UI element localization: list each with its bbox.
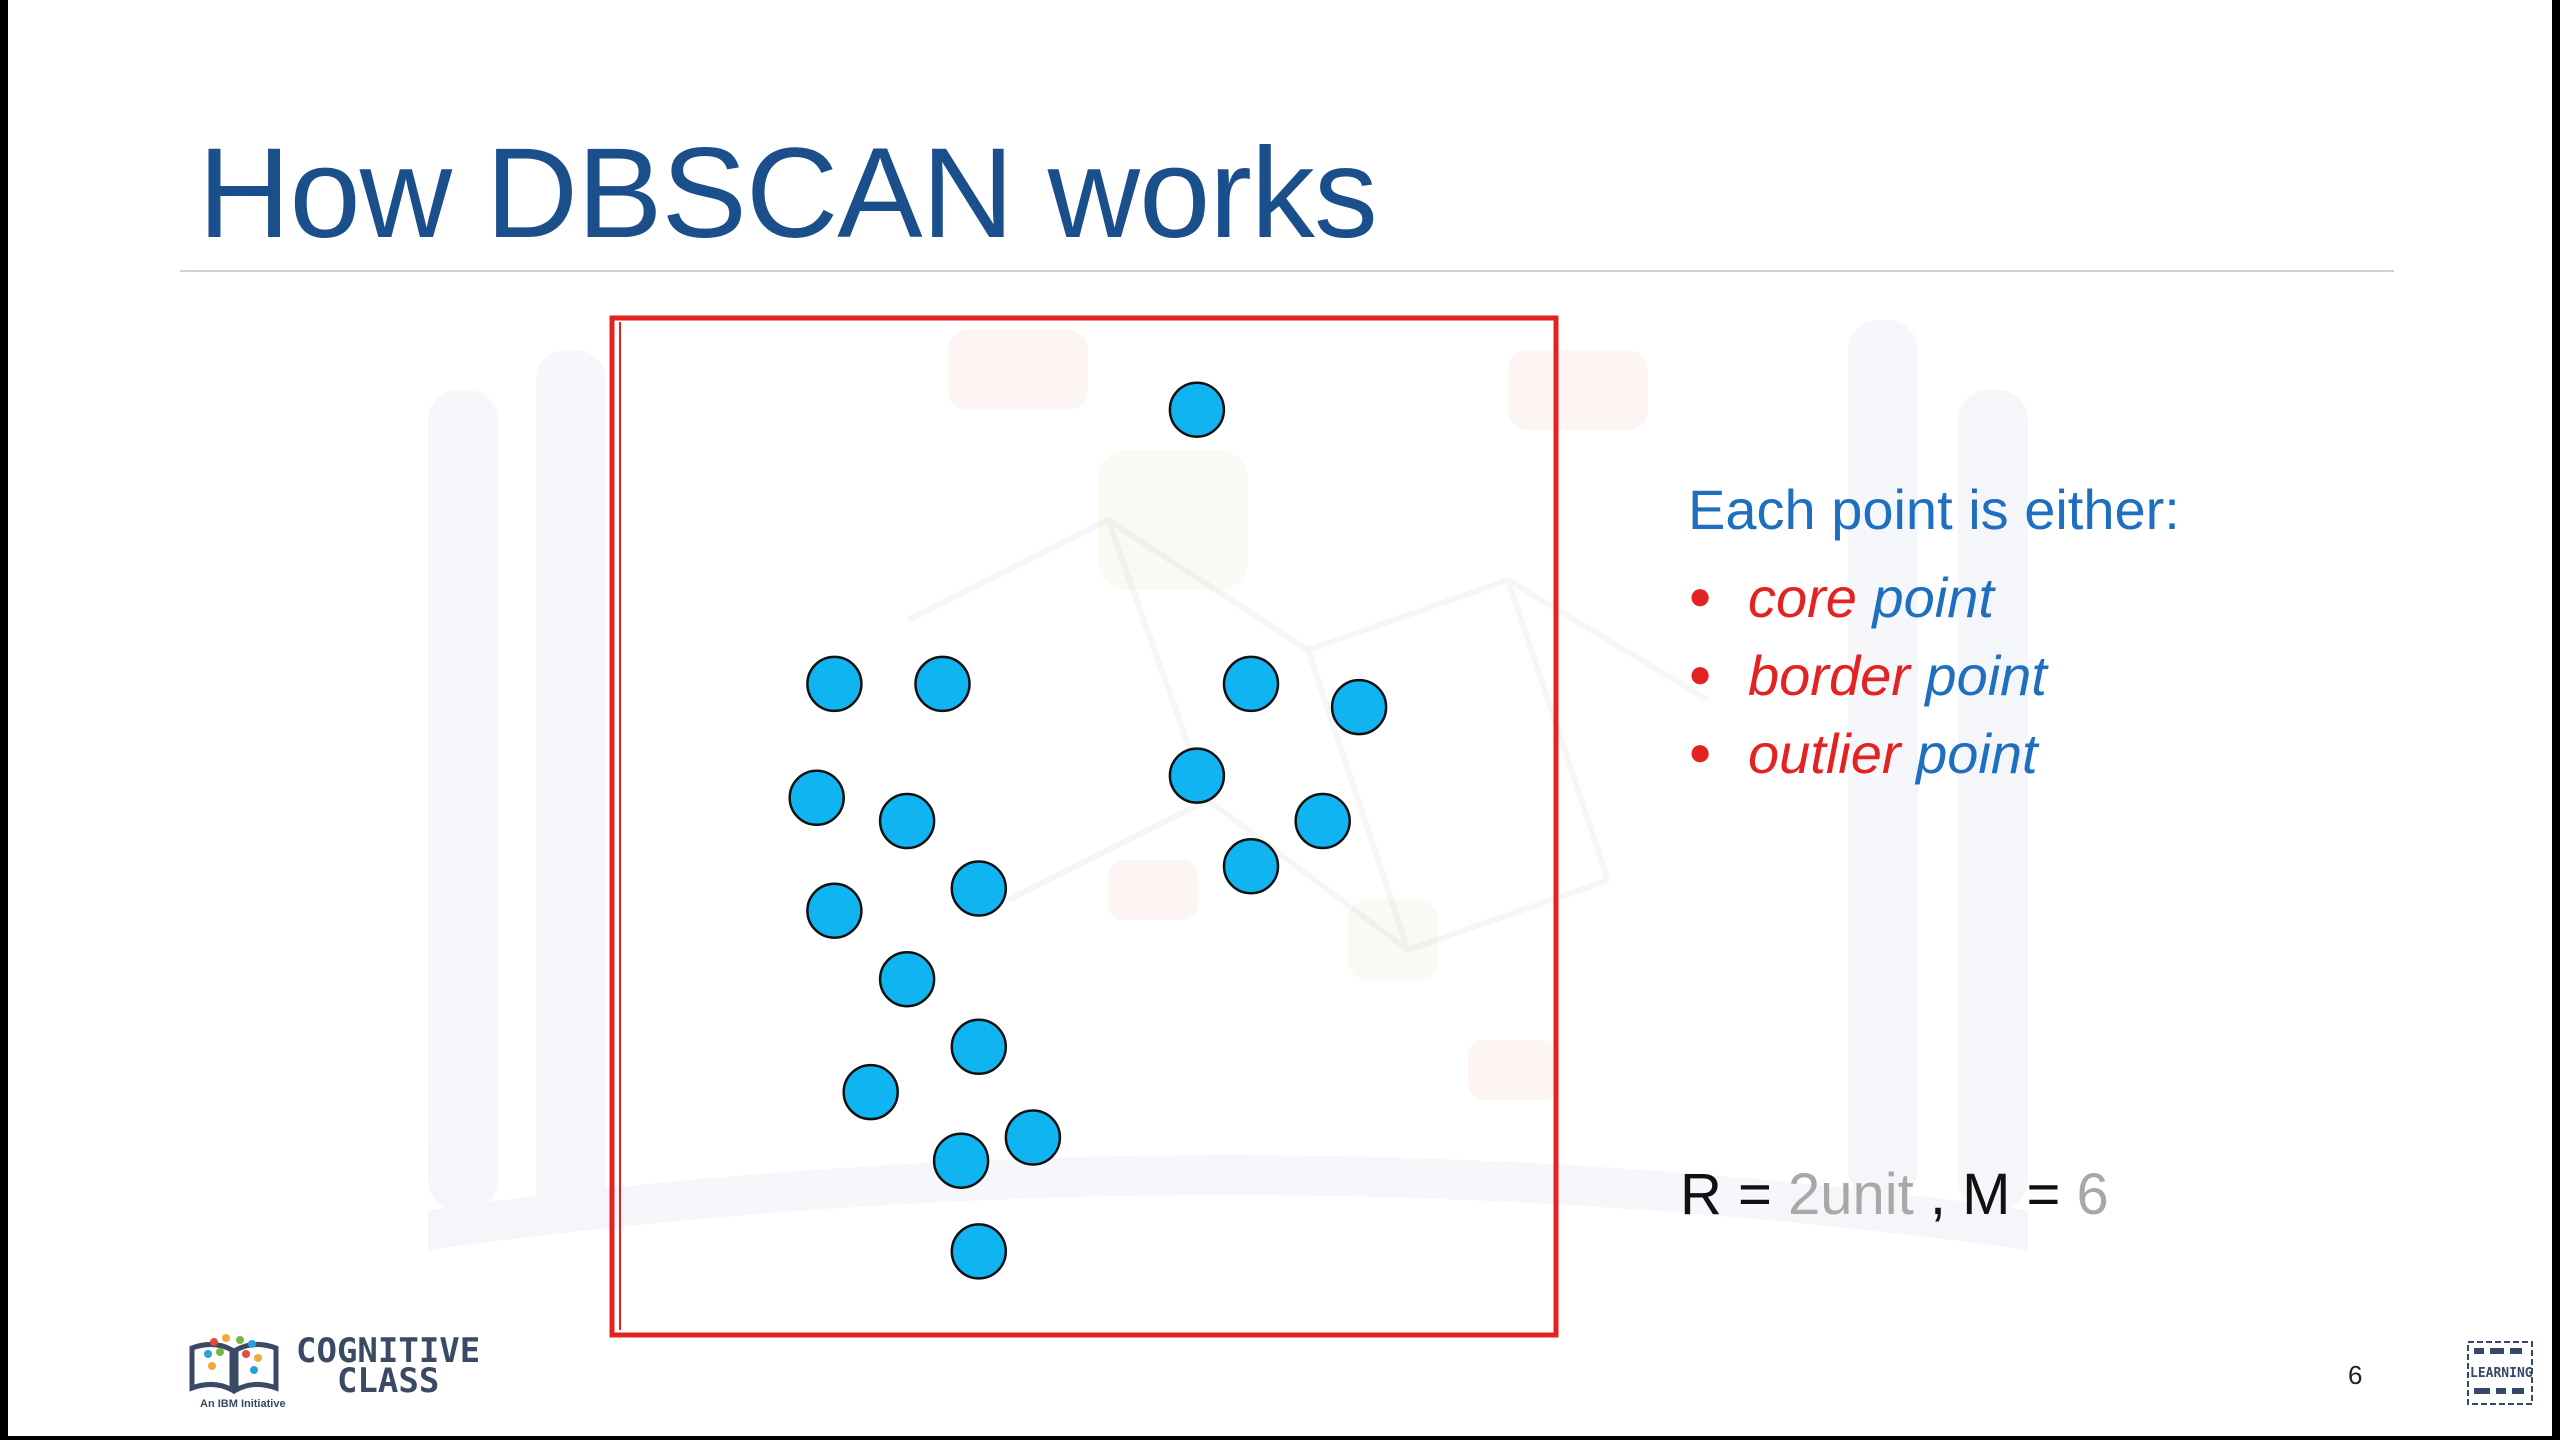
points-layer — [790, 383, 1386, 1279]
bullet-keyword: core — [1748, 566, 1857, 629]
data-point-9 — [952, 1020, 1006, 1074]
data-point-7 — [952, 862, 1006, 916]
bullet-keyword: outlier — [1748, 722, 1901, 785]
data-point-12 — [1006, 1111, 1060, 1165]
dbscan-parameters — [1680, 1162, 2109, 1227]
logo-tagline: An IBM Initiative — [200, 1398, 286, 1410]
plot-frame — [612, 318, 1556, 1335]
data-point-1 — [1170, 383, 1224, 437]
data-point-2 — [807, 657, 861, 711]
logo-line-1: COGNITIVE — [296, 1331, 481, 1371]
bullet-outlier-point — [1688, 722, 2448, 785]
logo-wordmark — [296, 1331, 481, 1401]
data-point-14 — [1224, 657, 1278, 711]
legend-heading: Each point is either: — [1688, 478, 2180, 541]
data-point-3 — [916, 657, 970, 711]
slide-title: How DBSCAN works — [198, 122, 1377, 265]
corner-logo-label: LEARNING — [2470, 1366, 2533, 1381]
bullet-suffix: point — [1856, 566, 1994, 629]
bullet-border-point — [1688, 644, 2448, 707]
data-point-8 — [880, 952, 934, 1006]
data-point-6 — [807, 884, 861, 938]
cognitive-class-logo — [184, 1330, 484, 1410]
radius-label: R = — [1680, 1162, 1788, 1227]
minpts-label: M = — [1962, 1162, 2077, 1227]
data-point-4 — [790, 771, 844, 825]
bullet-dot-icon: ● — [1688, 652, 1713, 696]
data-point-16 — [1170, 749, 1224, 803]
slide — [8, 0, 2552, 1436]
params-separator: , — [1913, 1162, 1963, 1227]
corner-logo — [2464, 1338, 2536, 1408]
data-point-15 — [1332, 680, 1386, 734]
bullet-dot-icon: ● — [1688, 730, 1713, 774]
data-point-17 — [1296, 794, 1350, 848]
book-icon — [184, 1330, 284, 1400]
data-point-10 — [844, 1065, 898, 1119]
logo-line-2: CLASS — [336, 1361, 440, 1401]
bullet-core-point — [1688, 566, 2448, 629]
bullet-suffix: point — [1900, 722, 2038, 785]
bullet-keyword: border — [1748, 644, 1910, 707]
page-number: 6 — [2348, 1360, 2363, 1390]
radius-value: 2unit — [1788, 1162, 1914, 1227]
data-point-13 — [952, 1224, 1006, 1278]
point-types-legend — [1688, 478, 2448, 804]
data-point-5 — [880, 794, 934, 848]
data-point-18 — [1224, 839, 1278, 893]
data-point-11 — [934, 1134, 988, 1188]
bullet-suffix: point — [1909, 644, 2047, 707]
bullet-dot-icon: ● — [1688, 574, 1713, 618]
minpts-value: 6 — [2076, 1162, 2109, 1227]
